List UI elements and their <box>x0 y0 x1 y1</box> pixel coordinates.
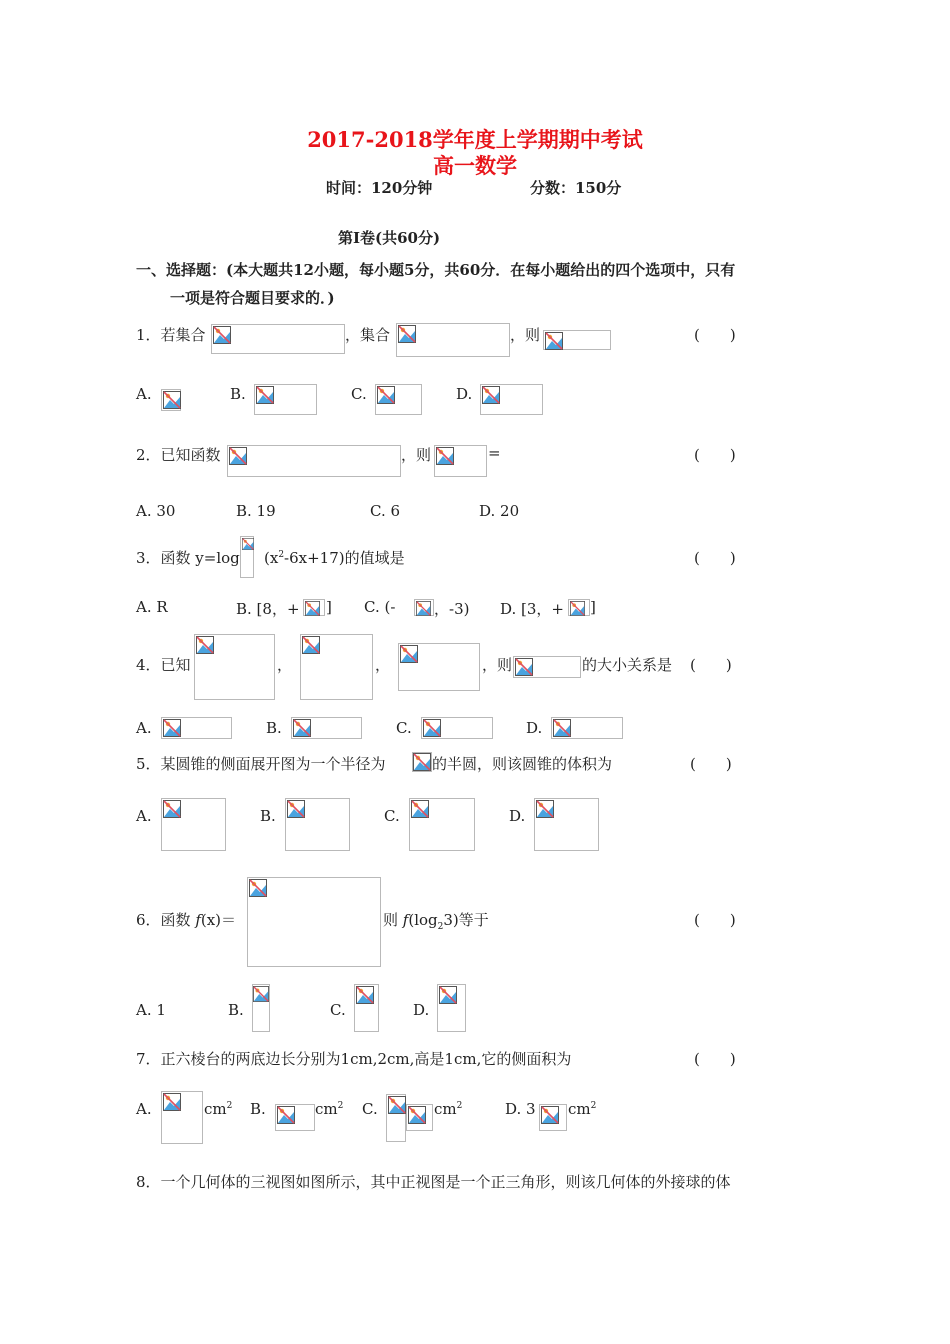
broken-image-icon <box>196 636 214 654</box>
q4-text-c: 的大小关系是 <box>582 656 673 674</box>
q3-option-c-image <box>414 599 434 616</box>
q6-log: (log <box>408 911 438 929</box>
q7-option-c-image <box>386 1094 406 1142</box>
broken-image-icon <box>398 325 416 343</box>
q3-text-b <box>264 547 405 568</box>
q4-formula-image <box>300 634 373 700</box>
q4-option-b-image <box>291 717 362 739</box>
broken-image-icon <box>277 1106 295 1124</box>
part1-heading: 第Ⅰ卷(共60分) <box>338 229 441 247</box>
q1-option-d: D. <box>456 385 473 403</box>
q1-text-a: 1．若集合 <box>136 326 206 344</box>
q7-option-c: C. <box>362 1100 378 1118</box>
q1-formula-image <box>211 324 345 354</box>
q5-option-c-image <box>409 798 475 851</box>
broken-image-icon <box>302 636 320 654</box>
q1-option-a: A. <box>136 385 152 403</box>
q6-answer-paren: ( ) <box>694 911 736 929</box>
q7-option-d: D. 3 <box>505 1100 536 1118</box>
q1-formula-image <box>396 323 510 357</box>
q1-text-b: ，集合 <box>345 326 391 344</box>
q5-option-a-image <box>161 798 226 851</box>
broken-image-icon <box>213 326 231 344</box>
broken-image-icon <box>356 986 374 1004</box>
q7-option-c-unit <box>434 1100 462 1118</box>
broken-image-icon <box>400 645 418 663</box>
q7-option-d-unit <box>568 1100 596 1118</box>
q6-log-base: 2 <box>437 922 444 932</box>
broken-image-icon <box>163 391 181 409</box>
q4-answer-paren: ( ) <box>690 656 732 674</box>
q6-option-c: C. <box>330 1001 346 1019</box>
q3-option-d-close: ] <box>590 598 596 616</box>
q7-option-d-image <box>539 1104 567 1131</box>
q5-answer-paren: ( ) <box>690 755 732 773</box>
q7-unit: cm <box>568 1100 591 1118</box>
broken-image-icon <box>249 879 267 897</box>
broken-image-icon <box>411 800 429 818</box>
broken-image-icon <box>408 1106 426 1124</box>
q3-option-d: D. [3，+ <box>500 600 564 618</box>
q4-text-b: ，则 <box>482 656 513 674</box>
q3-text-b-part: (x <box>264 549 279 567</box>
broken-image-icon <box>439 986 457 1004</box>
q2-text-c: = <box>488 444 501 462</box>
broken-image-icon <box>545 332 563 350</box>
q7-option-a-unit <box>204 1100 232 1118</box>
q5-radius-image <box>412 752 432 772</box>
q6-option-d: D. <box>413 1001 430 1019</box>
broken-image-icon <box>242 538 254 550</box>
q1-option-c-image <box>375 384 422 415</box>
broken-image-icon <box>293 719 311 737</box>
q5-option-b: B. <box>260 807 276 825</box>
q1-option-a-image <box>161 389 181 411</box>
q6-option-c-image <box>354 984 379 1032</box>
q6-option-b: B. <box>228 1001 244 1019</box>
q7-unit: cm <box>434 1100 457 1118</box>
broken-image-icon <box>515 658 533 676</box>
q3-text-c: -6x+17)的值域是 <box>284 549 405 567</box>
q2-option-c: C. 6 <box>370 502 401 520</box>
broken-image-icon <box>256 386 274 404</box>
q4-option-a: A. <box>136 719 152 737</box>
q1-option-b: B. <box>230 385 246 403</box>
q7-option-a: A. <box>136 1100 152 1118</box>
q5-text-a: 5．某圆锥的侧面展开图为一个半径为 <box>136 755 386 773</box>
q3-option-c-rest: ，-3) <box>434 600 470 618</box>
q2-formula-image <box>434 445 487 477</box>
broken-image-icon <box>163 800 181 818</box>
q6-function-name: f <box>402 911 409 929</box>
exam-score: 分数：150分 <box>530 179 622 197</box>
q3-option-a: A. R <box>136 598 168 616</box>
q6-function-name: f <box>195 911 201 929</box>
q3-option-b-close: ] <box>326 598 332 616</box>
q2-formula-image <box>227 445 401 477</box>
q3-option-b: B. [8，+ <box>236 600 300 618</box>
q1-text-c: ，则 <box>510 326 541 344</box>
broken-image-icon <box>377 386 395 404</box>
q7-unit-exponent: 2 <box>226 1101 233 1111</box>
broken-image-icon <box>423 719 441 737</box>
broken-image-icon <box>570 601 585 616</box>
q6-text-b <box>383 909 489 932</box>
q3-text-a: 3．函数 y=log <box>136 549 240 567</box>
q1-option-c: C. <box>351 385 367 403</box>
q3-base-image <box>240 536 254 578</box>
q4-text-a: 4．已知 <box>136 656 191 674</box>
q7-option-b-unit <box>315 1100 343 1118</box>
q7-unit: cm <box>315 1100 338 1118</box>
exam-time: 时间：120分钟 <box>326 179 433 197</box>
q6-label: 6．函数 <box>136 911 196 929</box>
q5-option-d: D. <box>509 807 526 825</box>
q1-option-b-image <box>254 384 317 415</box>
exam-subtitle: 高一数学 <box>433 153 517 178</box>
broken-image-icon <box>436 447 454 465</box>
q2-option-a: A. 30 <box>136 502 176 520</box>
q7-option-c-image <box>406 1104 433 1131</box>
broken-image-icon <box>536 800 554 818</box>
q6-option-d-image <box>437 984 466 1032</box>
broken-image-icon <box>163 1093 181 1111</box>
q2-text-a: 2．已知函数 <box>136 446 221 464</box>
q4-formula-image <box>398 643 480 691</box>
q3-answer-paren: ( ) <box>694 549 736 567</box>
part1-instructions-line2: 一项是符合题目要求的．) <box>170 289 335 307</box>
q7-unit-exponent: 2 <box>337 1101 344 1111</box>
broken-image-icon <box>229 447 247 465</box>
q2-option-d: D. 20 <box>479 502 520 520</box>
q4-option-c: C. <box>396 719 412 737</box>
q4-formula-image <box>194 634 275 700</box>
q6-piecewise-image <box>247 877 381 967</box>
q6-option-b-image <box>252 984 270 1032</box>
q2-option-b: B. 19 <box>236 502 276 520</box>
q2-text-b: ，则 <box>401 446 432 464</box>
q7-option-b-image <box>275 1104 315 1131</box>
q8-text-a: 8．一个几何体的三视图如图所示，其中正视图是一个正三角形，则该几何体的外接球的体 <box>136 1173 731 1191</box>
q2-answer-paren: ( ) <box>694 446 736 464</box>
exam-title: 2017-2018学年度上学期期中考试 <box>307 127 643 152</box>
broken-image-icon <box>541 1106 559 1124</box>
q6-then: 则 <box>383 911 403 929</box>
broken-image-icon <box>413 753 431 771</box>
broken-image-icon <box>553 719 571 737</box>
q5-option-a: A. <box>136 807 152 825</box>
broken-image-icon <box>253 986 269 1002</box>
q1-option-d-image <box>480 384 543 415</box>
q7-unit: cm <box>204 1100 227 1118</box>
q3-option-c: C. (- <box>364 598 396 616</box>
q4-comma: ， <box>277 656 293 674</box>
q5-option-b-image <box>285 798 350 851</box>
q7-unit-exponent: 2 <box>590 1101 597 1111</box>
q4-option-d: D. <box>526 719 543 737</box>
q7-answer-paren: ( ) <box>694 1050 736 1068</box>
q6-text-a <box>136 909 236 930</box>
q7-option-a-image <box>161 1091 203 1144</box>
q5-option-d-image <box>534 798 599 851</box>
q3-option-d-image <box>568 599 590 616</box>
q4-option-a-image <box>161 717 232 739</box>
q7-text-a: 7．正六棱台的两底边长分别为1cm,2cm,高是1cm,它的侧面积为 <box>136 1050 572 1068</box>
q4-option-d-image <box>551 717 623 739</box>
q4-formula-image <box>513 656 581 678</box>
q7-unit-exponent: 2 <box>456 1101 463 1111</box>
broken-image-icon <box>163 719 181 737</box>
q4-option-b: B. <box>266 719 282 737</box>
q4-comma: ， <box>375 656 391 674</box>
q6-function-arg: (x)＝ <box>200 911 237 929</box>
q3-option-b-image <box>303 599 325 616</box>
q5-text-b: 的半圆，则该圆锥的体积为 <box>432 755 613 773</box>
part1-instructions-line1: 一、选择题：(本大题共12小题，每小题5分，共60分．在每小题给出的四个选项中，只有 <box>136 261 736 279</box>
q3-exponent: 2 <box>278 550 285 560</box>
q6-option-a: A. 1 <box>136 1001 166 1019</box>
broken-image-icon <box>287 800 305 818</box>
q1-answer-paren: ( ) <box>694 326 736 344</box>
broken-image-icon <box>305 601 320 616</box>
q7-option-b: B. <box>250 1100 266 1118</box>
q6-equals: 3)等于 <box>443 911 489 929</box>
broken-image-icon <box>388 1096 406 1114</box>
q1-formula-image <box>543 330 611 350</box>
broken-image-icon <box>416 601 431 616</box>
broken-image-icon <box>482 386 500 404</box>
q4-option-c-image <box>421 717 493 739</box>
q5-option-c: C. <box>384 807 400 825</box>
